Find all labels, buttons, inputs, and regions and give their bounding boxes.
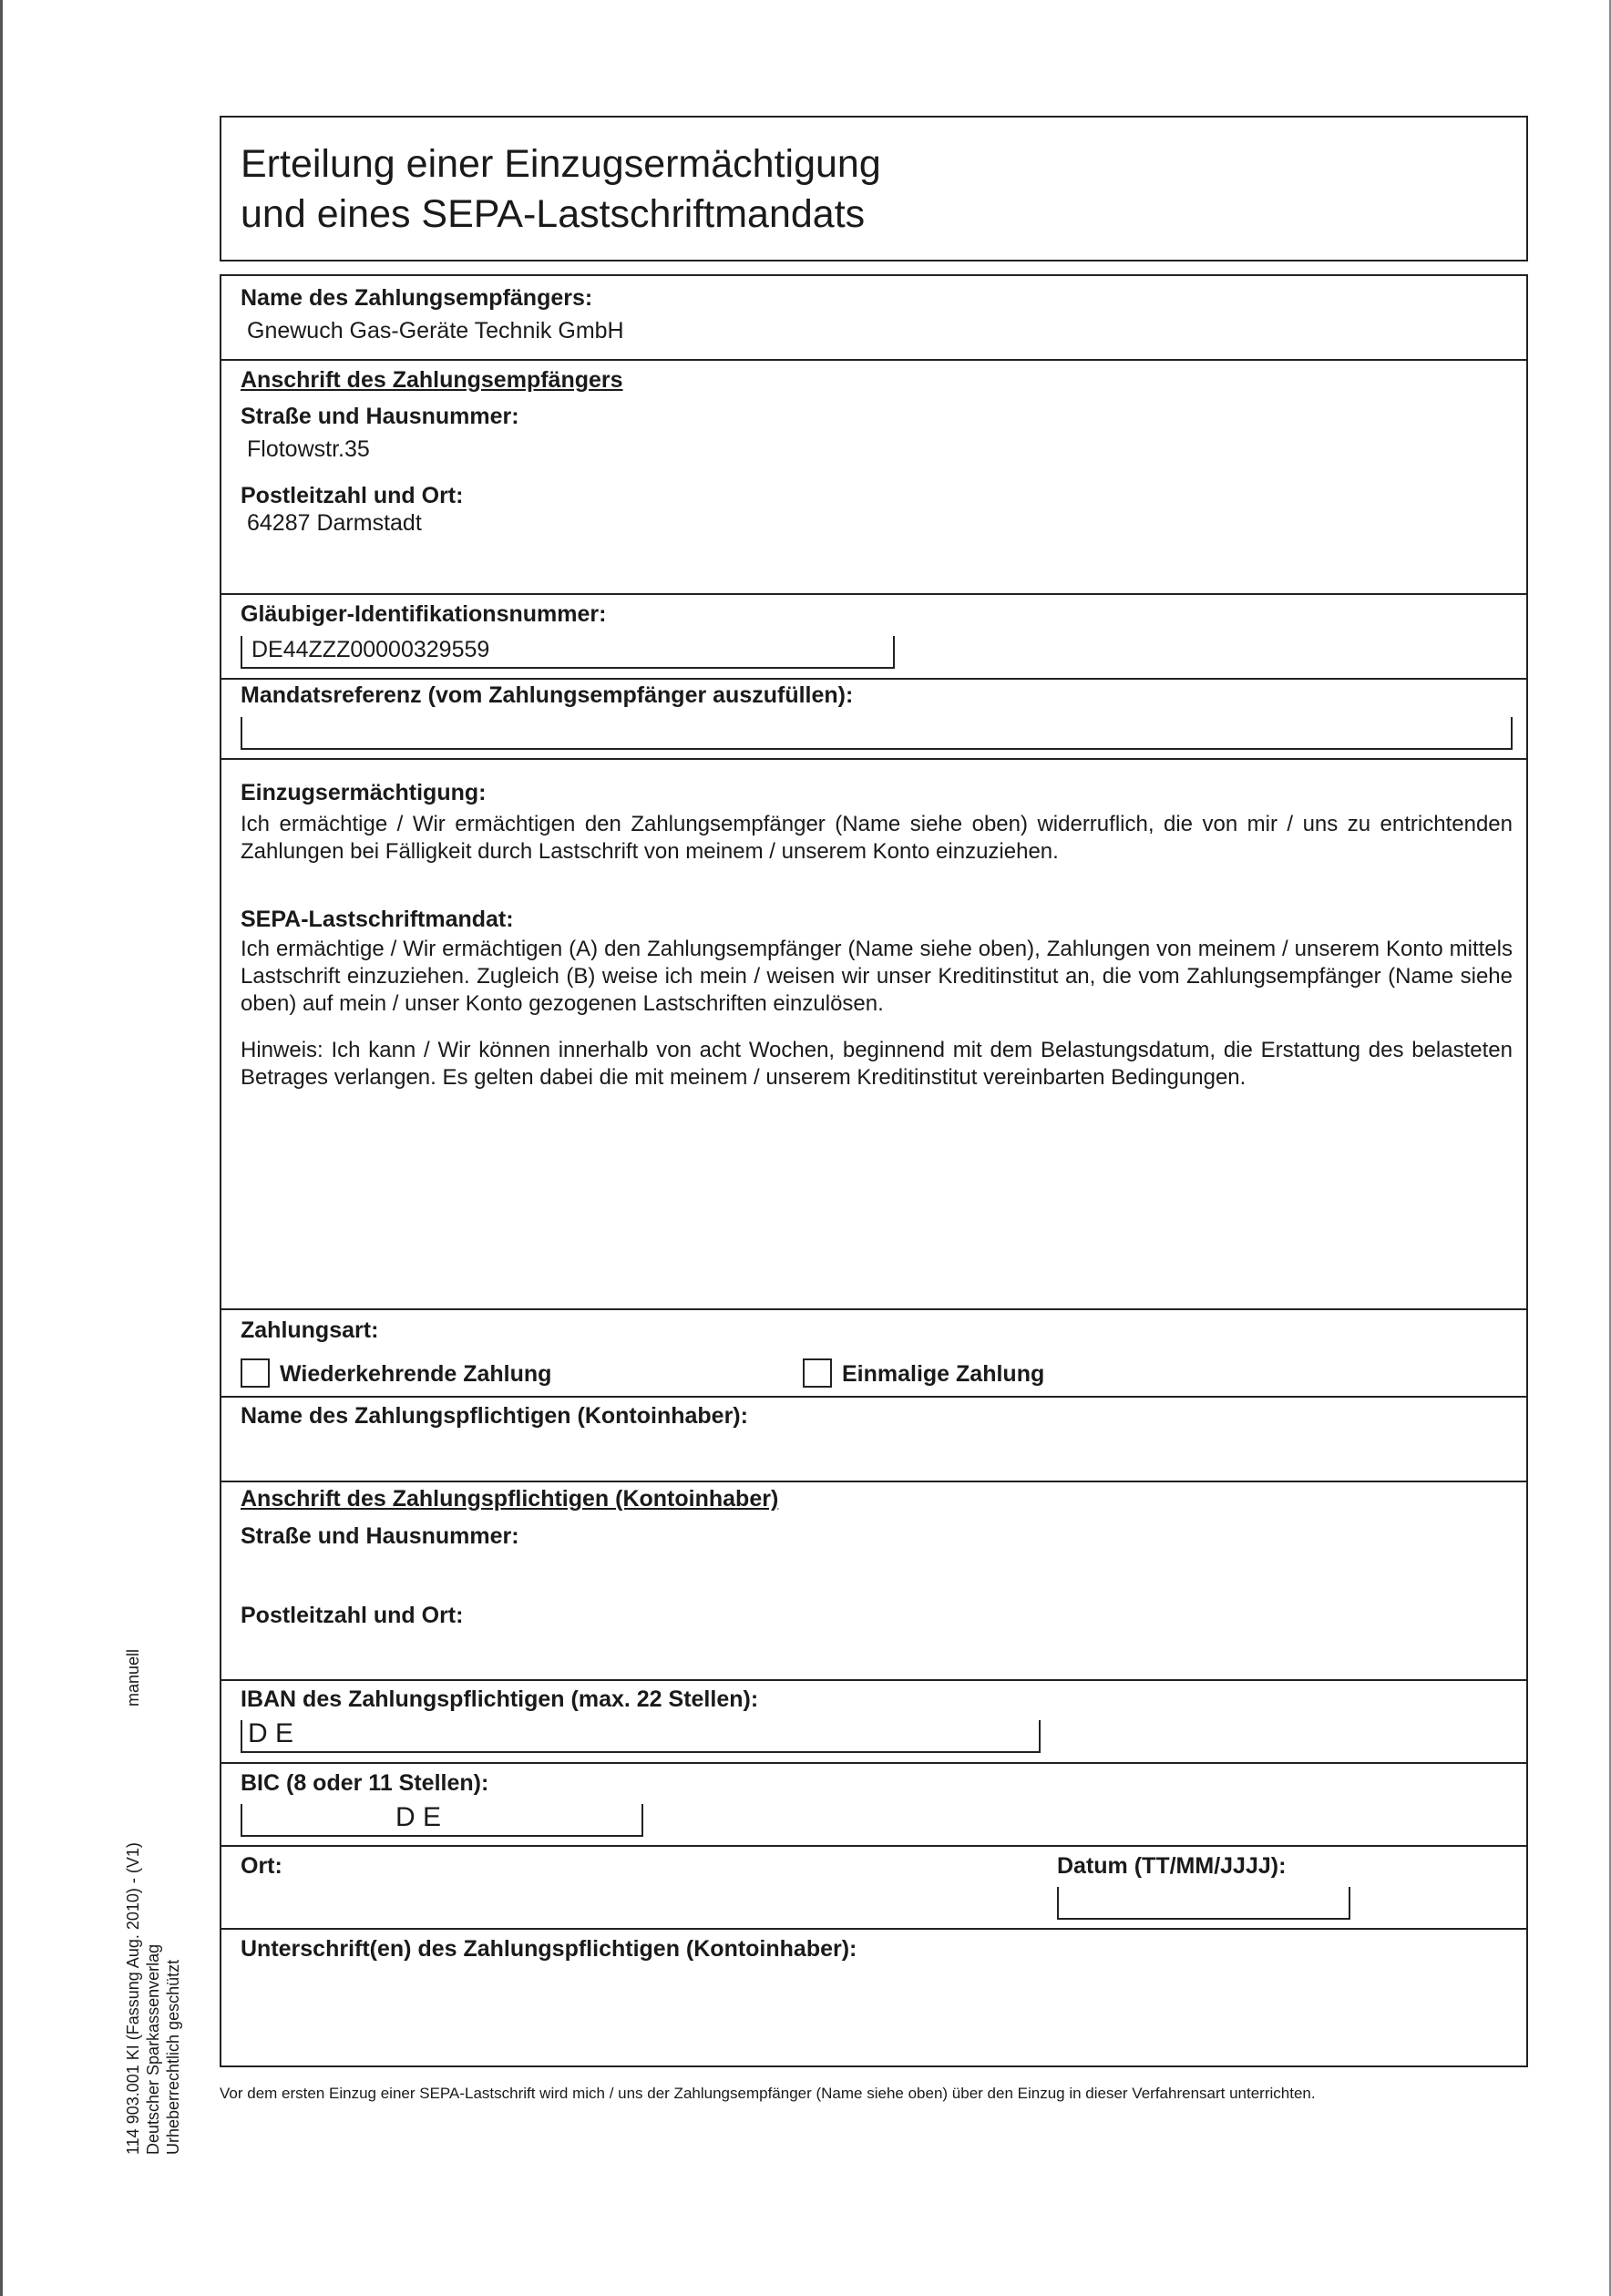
divider: [221, 758, 1526, 760]
copyright-note: Urheberrechtlich geschützt: [164, 1959, 182, 2155]
sepa-note: Hinweis: Ich kann / Wir können innerhalb von acht Wochen, beginnend mit dem Belastungsdatum, die Erstattung des belasteten Betrages verlangen. Es gelten dabei die mit meinem / unserem Kreditinstitut vereinbarten Bedingungen.: [241, 1038, 1513, 1090]
divider: [221, 593, 1526, 595]
divider: [221, 1928, 1526, 1930]
place-label: Ort:: [241, 1853, 282, 1879]
footer-note: Vor dem ersten Einzug einer SEPA-Lastschrift wird mich / uns der Zahlungsempfänger (Name siehe oben) über den Einzug in dieser Verfahrensart unterrichten.: [220, 2085, 1316, 2102]
payer-name-value[interactable]: [247, 1437, 1158, 1464]
mandate-reference-field[interactable]: [241, 717, 1513, 750]
payee-name-value: Gnewuch Gas-Geräte Technik GmbH: [247, 318, 624, 343]
bic-label: BIC (8 oder 11 Stellen):: [241, 1770, 489, 1796]
payee-name-label: Name des Zahlungsempfängers:: [241, 285, 593, 311]
mode-print: manuell: [124, 1648, 142, 1707]
signature-area[interactable]: [241, 1971, 1507, 2053]
bic-field[interactable]: [241, 1804, 643, 1837]
creditor-id-field[interactable]: [241, 636, 895, 669]
mandate-reference-label: Mandatsreferenz (vom Zahlungsempfänger auszufüllen):: [241, 682, 854, 708]
divider: [221, 359, 1526, 361]
creditor-id-value: DE44ZZZ00000329559: [251, 637, 490, 662]
publisher-name: Deutscher Sparkassenverlag: [144, 1943, 162, 2155]
authorization-heading: Einzugsermächtigung:: [241, 780, 487, 805]
iban-field[interactable]: [241, 1720, 1041, 1753]
payee-city-label: Postleitzahl und Ort:: [241, 483, 464, 508]
date-label: Datum (TT/MM/JJJJ):: [1057, 1853, 1287, 1879]
title-box: [220, 116, 1528, 261]
one-time-payment-checkbox[interactable]: [803, 1358, 832, 1388]
divider: [221, 1845, 1526, 1847]
payee-address-heading: Anschrift des Zahlungsempfängers: [241, 367, 623, 393]
form-title-line-1: Erteilung einer Einzugsermächtigung: [241, 142, 881, 186]
recurring-payment-label: Wiederkehrende Zahlung: [280, 1361, 552, 1387]
form-body: [220, 274, 1528, 2067]
side-print-block: [123, 1842, 183, 2155]
signature-label: Unterschrift(en) des Zahlungspflichtigen (Kontoinhaber):: [241, 1936, 857, 1962]
divider: [221, 1481, 1526, 1482]
iban-prefix: D E: [248, 1718, 294, 1748]
authorization-text: Ich ermächtige / Wir ermächtigen den Zahlungsempfänger (Name siehe oben) widerruflich, die von mir / uns zu entrichtenden Zahlungen bei Fälligkeit durch Lastschrift von meinem / unserem Konto einzuziehen.: [241, 812, 1513, 864]
divider: [221, 1308, 1526, 1310]
payee-street-label: Straße und Hausnummer:: [241, 404, 519, 429]
payer-city-value[interactable]: [247, 1635, 1158, 1663]
sepa-text: Ich ermächtige / Wir ermächtigen (A) den Zahlungsempfänger (Name siehe oben), Zahlungen von meinem / unserem Konto mittels Lastschrift einzuziehen. Zugleich (B) weise ich mein / weisen wir unser Kreditinstitut an, die vom Zahlungsempfänger (Name siehe oben) auf mein / unser Konto gezogenen Lastschriften einzulösen.: [241, 937, 1513, 1016]
one-time-payment-label: Einmalige Zahlung: [842, 1361, 1045, 1387]
form-number: 114 903.001 KI (Fassung Aug. 2010) - (V1): [124, 1842, 142, 2155]
divider: [221, 1679, 1526, 1681]
payment-type-label: Zahlungsart:: [241, 1317, 379, 1343]
payee-street-value: Flotowstr.35: [247, 436, 370, 462]
payer-name-label: Name des Zahlungspflichtigen (Kontoinhaber):: [241, 1403, 748, 1429]
page-edge-left: [0, 0, 3, 2296]
divider: [221, 678, 1526, 680]
creditor-id-label: Gläubiger-Identifikationsnummer:: [241, 601, 607, 627]
bic-prefix: D E: [395, 1802, 442, 1832]
payer-street-label: Straße und Hausnummer:: [241, 1523, 519, 1549]
divider: [221, 1396, 1526, 1398]
divider: [221, 1762, 1526, 1764]
payer-street-value[interactable]: [247, 1555, 1158, 1583]
form-title-line-2: und eines SEPA-Lastschriftmandats: [241, 192, 866, 236]
date-field[interactable]: [1057, 1887, 1350, 1920]
sepa-heading: SEPA-Lastschriftmandat:: [241, 907, 514, 932]
payer-address-heading: Anschrift des Zahlungspflichtigen (Kontoinhaber): [241, 1486, 779, 1512]
recurring-payment-checkbox[interactable]: [241, 1358, 270, 1388]
payer-city-label: Postleitzahl und Ort:: [241, 1603, 464, 1628]
payee-city-value: 64287 Darmstadt: [247, 510, 422, 536]
iban-label: IBAN des Zahlungspflichtigen (max. 22 Stellen):: [241, 1686, 759, 1712]
